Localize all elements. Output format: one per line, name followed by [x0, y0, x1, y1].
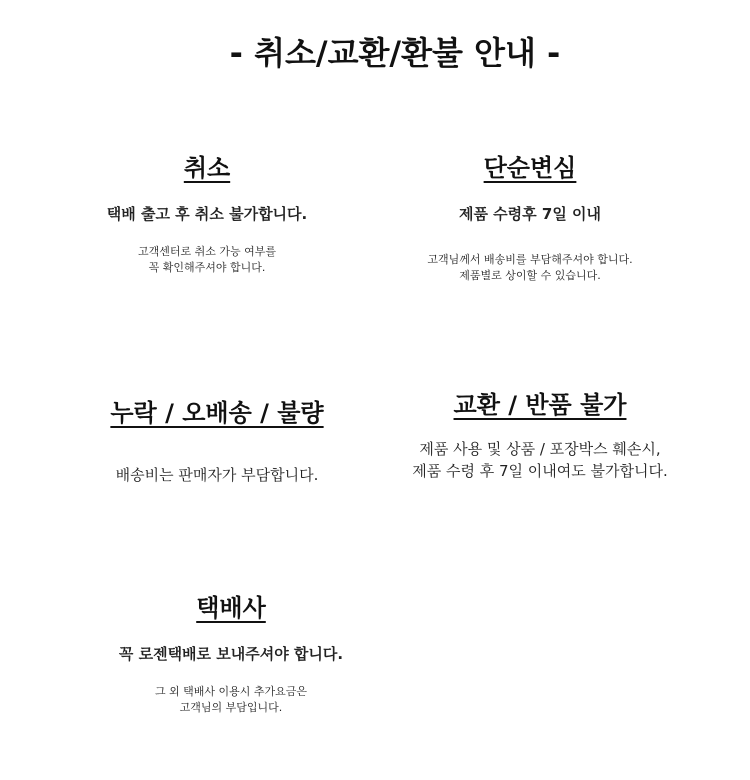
cancel-note — [42, 244, 372, 276]
courier-note-line: 그 외 택배사 이용시 추가요금은 — [154, 685, 308, 698]
section-no-exchange — [375, 385, 705, 482]
section-courier — [66, 588, 396, 716]
section-cancel — [42, 148, 372, 276]
missing-wrong-defect-primary-text: 배송비는 판매자가 부담합니다. — [115, 466, 319, 484]
section-missing-wrong-defect — [52, 393, 382, 485]
no-exchange-line: 제품 수령 후 7일 이내여도 불가합니다. — [412, 462, 668, 480]
section-heading-no-exchange: 교환 / 반품 불가 — [453, 391, 627, 419]
section-heading-cancel: 취소 — [183, 154, 231, 182]
change-of-mind-note-line: 제품별로 상이할 수 있습니다. — [459, 269, 601, 282]
page-title: - 취소/교환/환불 안내 - — [229, 34, 561, 72]
cancel-note-line: 고객센터로 취소 가능 여부를 — [137, 245, 276, 258]
section-heading-courier: 택배사 — [196, 594, 266, 622]
change-of-mind-note-line: 고객님께서 배송비를 부담해주셔야 합니다. — [427, 253, 633, 266]
change-of-mind-note — [365, 252, 695, 284]
cancel-primary-text: 택배 출고 후 취소 불가합니다. — [106, 205, 308, 223]
no-exchange-line: 제품 사용 및 상품 / 포장박스 훼손시, — [419, 440, 661, 458]
courier-note — [66, 684, 396, 716]
change-of-mind-primary-text: 제품 수령후 7일 이내 — [458, 205, 602, 223]
section-heading-missing-wrong-defect: 누락 / 오배송 / 불량 — [110, 399, 324, 427]
section-change-of-mind — [365, 148, 695, 284]
section-heading-change-of-mind: 단순변심 — [483, 154, 577, 182]
cancel-note-line: 꼭 확인해주셔야 합니다. — [148, 261, 266, 274]
no-exchange-primary-text — [375, 438, 705, 482]
courier-note-line: 고객님의 부담입니다. — [179, 701, 283, 714]
courier-primary-text: 꼭 로젠택배로 보내주셔야 합니다. — [118, 645, 344, 663]
